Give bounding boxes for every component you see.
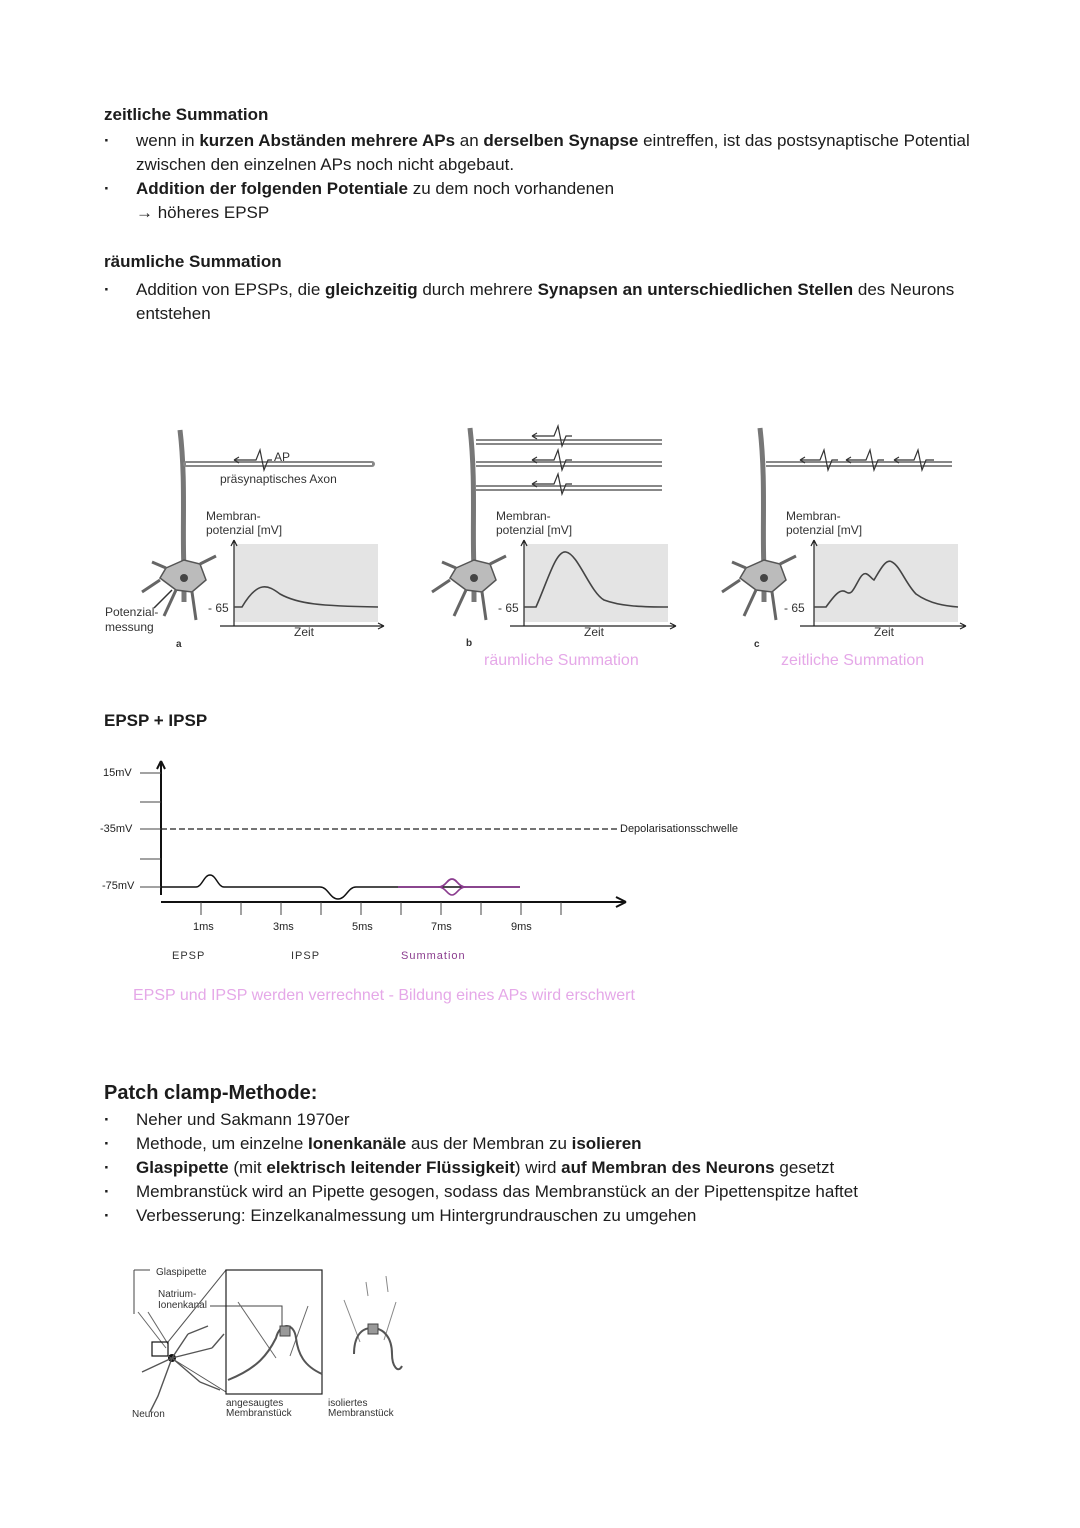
chart-y-axis bbox=[157, 761, 165, 895]
panel-a bbox=[105, 430, 384, 650]
label-letter-a: a bbox=[176, 639, 182, 650]
bold-text: Glaspipette bbox=[136, 1158, 229, 1177]
text: Membranstück wird an Pipette gesogen, sodass das Membranstück an der Pipettenspitze haftet bbox=[136, 1182, 858, 1201]
sucked-membrane-drawing bbox=[228, 1302, 322, 1380]
x-tick-label-3ms: 3ms bbox=[273, 921, 294, 933]
text: aus der Membran zu bbox=[406, 1134, 572, 1153]
x-tick-label-5ms: 5ms bbox=[352, 921, 373, 933]
text: durch mehrere bbox=[417, 280, 538, 299]
label-a-ylabel2: potenzial [mV] bbox=[206, 523, 283, 537]
text: (mit bbox=[228, 1158, 267, 1177]
text: Methode, um einzelne bbox=[136, 1134, 308, 1153]
bold-text: elektrisch leitender Flüssigkeit bbox=[266, 1158, 515, 1177]
list-item bbox=[104, 278, 984, 326]
label-c-ylabel2: potenzial [mV] bbox=[786, 523, 863, 537]
panel-b bbox=[432, 426, 676, 669]
figure-epsp-ipsp-chart bbox=[100, 755, 800, 975]
label-b-ylabel1: Membran- bbox=[496, 509, 551, 523]
text: zu dem noch vorhandenen → höheres EPSP bbox=[136, 179, 615, 222]
label-b-ylabel2: potenzial [mV] bbox=[496, 523, 573, 537]
text: eintreffen, ist das postsynaptische Potential zwischen den einzelnen APs noch nicht abgebaut. bbox=[136, 131, 975, 174]
bold-text: Ionenkanäle bbox=[308, 1134, 407, 1153]
list-item bbox=[104, 129, 984, 177]
text: wenn in bbox=[136, 131, 200, 150]
x-tick-label-9ms: 9ms bbox=[511, 921, 532, 933]
plot-c-area bbox=[814, 544, 958, 622]
bold-text: isolieren bbox=[571, 1134, 642, 1153]
text: Addition von EPSPs, die bbox=[136, 280, 326, 299]
list-item bbox=[104, 177, 984, 225]
list-item bbox=[104, 1180, 984, 1204]
bold-text: Synapsen an unterschiedlichen Stellen bbox=[537, 280, 854, 299]
label-glaspipette: Glaspipette bbox=[156, 1267, 207, 1278]
summation-curve-upper bbox=[398, 879, 520, 887]
isolated-channel-icon bbox=[368, 1324, 378, 1334]
bold-text: derselben Synapse bbox=[483, 131, 639, 150]
neuron-b-nucleus bbox=[470, 574, 478, 582]
neuron-a-nucleus bbox=[180, 574, 188, 582]
annotation-ipsp: IPSP bbox=[291, 950, 321, 962]
plot-a-area bbox=[234, 544, 378, 622]
text: Verbesserung: Einzelkanalmessung um Hintergrundrauschen zu umgehen bbox=[136, 1206, 697, 1225]
list-item bbox=[104, 1156, 984, 1180]
heading-epsp-ipsp: EPSP + IPSP bbox=[104, 711, 208, 730]
caption-epsp-ipsp: EPSP und IPSP werden verrechnet - Bildung eines APs wird erschwert bbox=[133, 987, 635, 1004]
neuron-c-nucleus bbox=[760, 574, 768, 582]
list-item bbox=[104, 1132, 984, 1156]
bold-text: gleichzeitig bbox=[325, 280, 418, 299]
label-letter-c: c bbox=[754, 639, 760, 650]
channel-icon bbox=[280, 1326, 290, 1336]
figure-summation-diagrams bbox=[100, 420, 980, 685]
axons-b-inner bbox=[476, 442, 662, 488]
zoom-box bbox=[152, 1342, 168, 1356]
label-presynaptic-axon: präsynaptisches Axon bbox=[220, 472, 337, 486]
label-c-xlabel: Zeit bbox=[874, 625, 895, 639]
text: Neher und Sakmann 1970er bbox=[136, 1110, 350, 1129]
bold-text: auf Membran des Neurons bbox=[561, 1158, 775, 1177]
label-isoliertes: isoliertes bbox=[328, 1398, 368, 1409]
y-tick-label-35: -35mV bbox=[100, 823, 133, 835]
label-c-baseline: - 65 bbox=[784, 601, 805, 615]
annotation-epsp: EPSP bbox=[172, 950, 206, 962]
bold-text: Addition der folgenden Potentiale bbox=[136, 179, 408, 198]
label-ap: AP bbox=[274, 450, 291, 464]
label-ionenkanal: Ionenkanal bbox=[158, 1300, 207, 1311]
patch-clamp-svg bbox=[128, 1262, 428, 1428]
label-probe1: Potenzial- bbox=[105, 605, 159, 619]
neuron-branches bbox=[142, 1326, 224, 1412]
label-membranstueck-1: Membranstück bbox=[226, 1408, 292, 1419]
caption-zeitliche-summation: zeitliche Summation bbox=[781, 652, 925, 669]
label-angesaugtes: angesaugtes bbox=[226, 1398, 284, 1409]
epsp-ipsp-chart-svg bbox=[100, 755, 800, 970]
label-b-baseline: - 65 bbox=[498, 601, 519, 615]
list-item bbox=[104, 1204, 984, 1228]
text: an bbox=[455, 131, 484, 150]
summation-diagrams-svg bbox=[100, 420, 980, 680]
list-item bbox=[104, 1108, 984, 1132]
figure-patch-clamp bbox=[128, 1262, 428, 1433]
text: des Neurons entstehen bbox=[136, 280, 959, 323]
threshold-label: Depolarisationsschwelle bbox=[620, 823, 739, 835]
membrane-curve bbox=[228, 1326, 322, 1380]
list-zeitliche-summation bbox=[104, 129, 984, 225]
x-tick-label-1ms: 1ms bbox=[193, 921, 214, 933]
label-membranstueck-2: Membranstück bbox=[328, 1408, 394, 1419]
pipette-leader-line bbox=[134, 1270, 150, 1314]
label-letter-b: b bbox=[466, 638, 473, 649]
panel-c bbox=[722, 428, 966, 669]
heading-zeitliche-summation: zeitliche Summation bbox=[104, 105, 269, 124]
summation-curve-lower bbox=[438, 887, 466, 895]
caption-raeumliche-summation: räumliche Summation bbox=[484, 652, 639, 669]
chart-x-gridticks bbox=[201, 902, 561, 915]
list-raeumliche-summation bbox=[104, 278, 984, 326]
heading-patch-clamp: Patch clamp-Methode: bbox=[104, 1082, 318, 1104]
bold-text: kurzen Abständen mehrere APs bbox=[199, 131, 456, 150]
text: ) wird bbox=[514, 1158, 562, 1177]
annotation-summation: Summation bbox=[401, 950, 466, 962]
label-probe2: messung bbox=[105, 620, 154, 634]
heading-raeumliche-summation: räumliche Summation bbox=[104, 252, 282, 271]
x-tick-label-7ms: 7ms bbox=[431, 921, 452, 933]
label-b-xlabel: Zeit bbox=[584, 625, 605, 639]
channel-leader-line bbox=[210, 1306, 282, 1326]
label-a-xlabel: Zeit bbox=[294, 625, 315, 639]
chart-x-axis bbox=[161, 897, 626, 907]
chart-y-gridticks bbox=[140, 773, 161, 887]
list-patch-clamp bbox=[104, 1108, 984, 1228]
label-c-ylabel1: Membran- bbox=[786, 509, 841, 523]
text: gesetzt bbox=[774, 1158, 835, 1177]
label-a-baseline: - 65 bbox=[208, 601, 229, 615]
y-tick-label-15: 15mV bbox=[103, 767, 132, 779]
label-a-ylabel1: Membran- bbox=[206, 509, 261, 523]
isolated-membrane-drawing bbox=[344, 1276, 402, 1369]
label-natrium: Natrium- bbox=[158, 1289, 197, 1300]
label-neuron: Neuron bbox=[132, 1409, 165, 1420]
y-tick-label-75: -75mV bbox=[102, 880, 135, 892]
